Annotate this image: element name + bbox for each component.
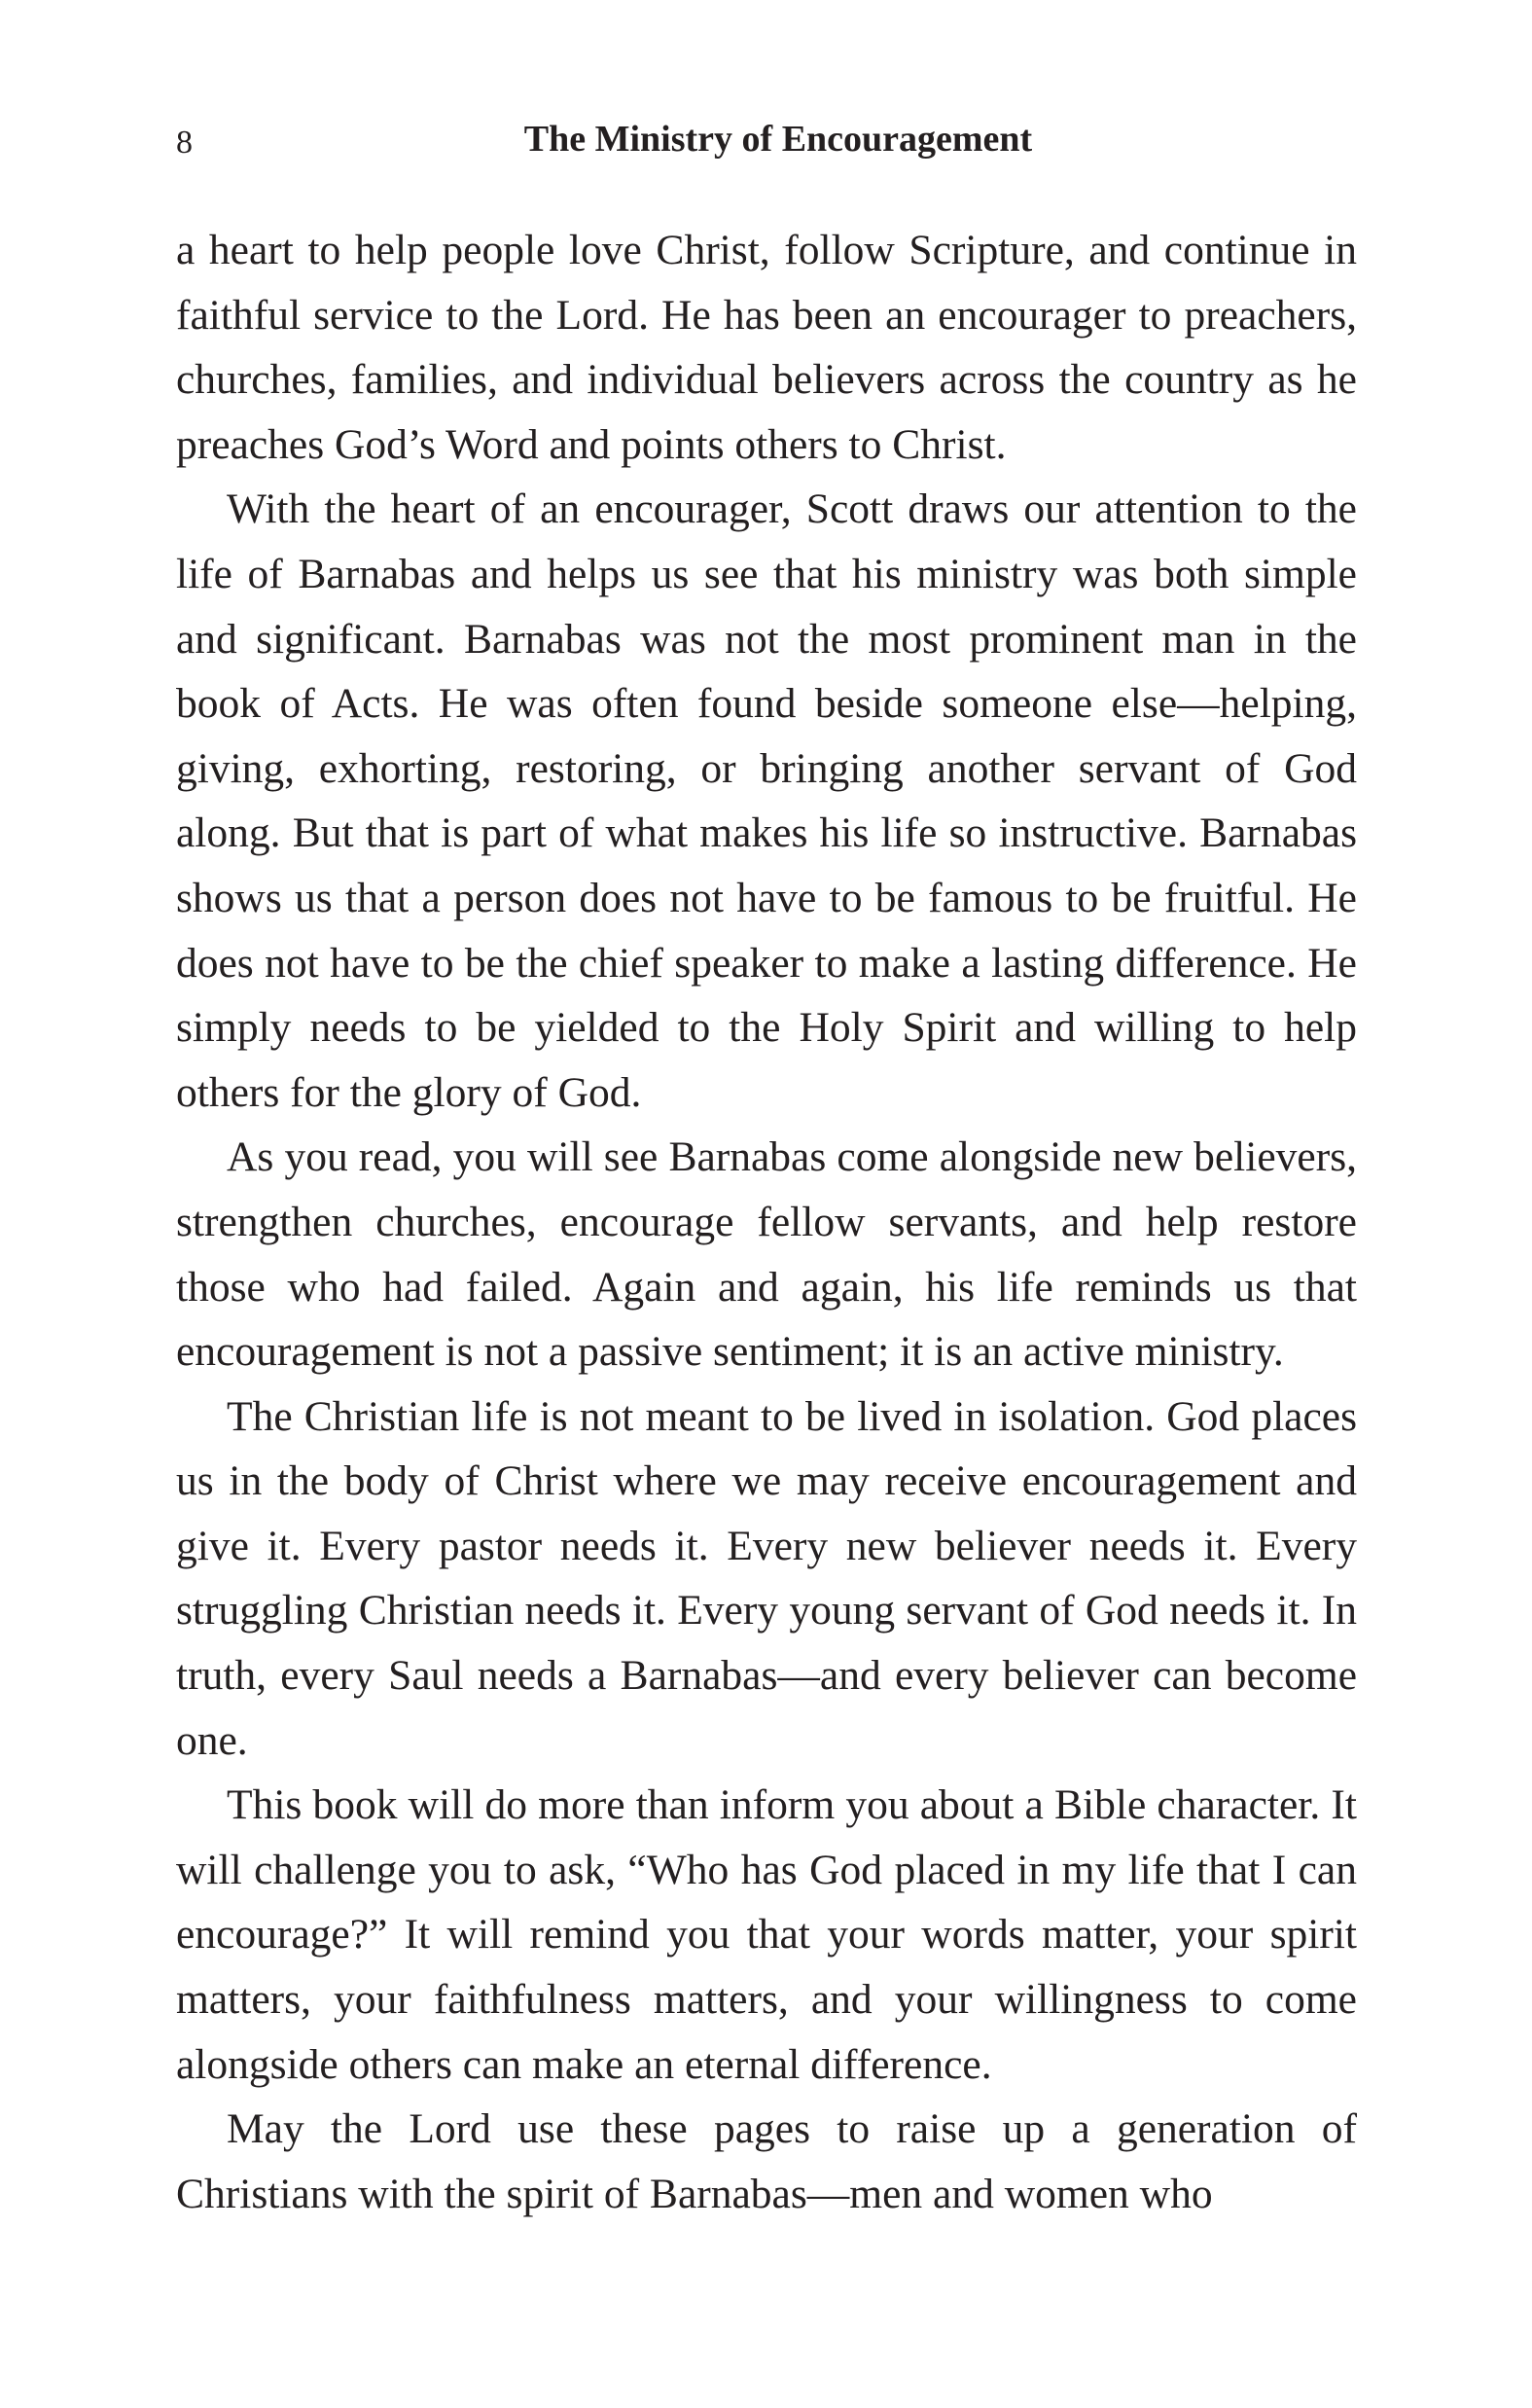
paragraph: This book will do more than inform you about a Bible character. It will challenge you to ask, “Who has God placed in my life that I can encourage?” It will remind you that your words matter, your spirit matters, your faithfulness matters, and your willingness to come alongside others can make an eternal difference.: [176, 1781, 1357, 2088]
running-title: The Ministry of Encouragement: [523, 119, 1033, 160]
paragraph: As you read, you will see Barnabas come alongside new believers, strengthen churches, encourage fellow servants, and help restore those who had failed. Again and again, his life reminds us that encouragement is not a passive sentiment; it is an active ministry.: [176, 1133, 1357, 1376]
body-text: [176, 218, 1357, 2226]
running-head: [176, 115, 1353, 173]
paragraph: With the heart of an encourager, Scott draws our attention to the life of Barnabas and helps us see that his ministry was both simple and significant. Barnabas was not the most prominent man in the book of Acts. He was often found beside someone else—helping, giving, exhorting, restoring, or bringing another servant of God along. But that is part of what makes his life so instructive. Barnabas shows us that a person does not have to be famous to be fruitful. He does not have to be the chief speaker to make a lasting difference. He simply needs to be yielded to the Holy Spirit and willing to help others for the glory of God.: [176, 485, 1357, 1116]
paragraph-continued: a heart to help people love Christ, follow Scripture, and continue in faithful service to the Lord. He has been an encourager to preachers, churches, families, and individual believers across the country as he preaches God’s Word and points others to Christ.: [176, 227, 1357, 468]
paragraph: May the Lord use these pages to raise up a generation of Christians with the spirit of Barnabas—men and women who: [176, 2105, 1357, 2217]
page-number: 8: [176, 125, 193, 161]
paragraph: The Christian life is not meant to be lived in isolation. God places us in the body of Christ where we may receive encouragement and give it. Every pastor needs it. Every new believer needs it. Every struggling Christian needs it. Every young servant of God needs it. In truth, every Saul needs a Barnabas—and every believer can become one.: [176, 1392, 1357, 1764]
